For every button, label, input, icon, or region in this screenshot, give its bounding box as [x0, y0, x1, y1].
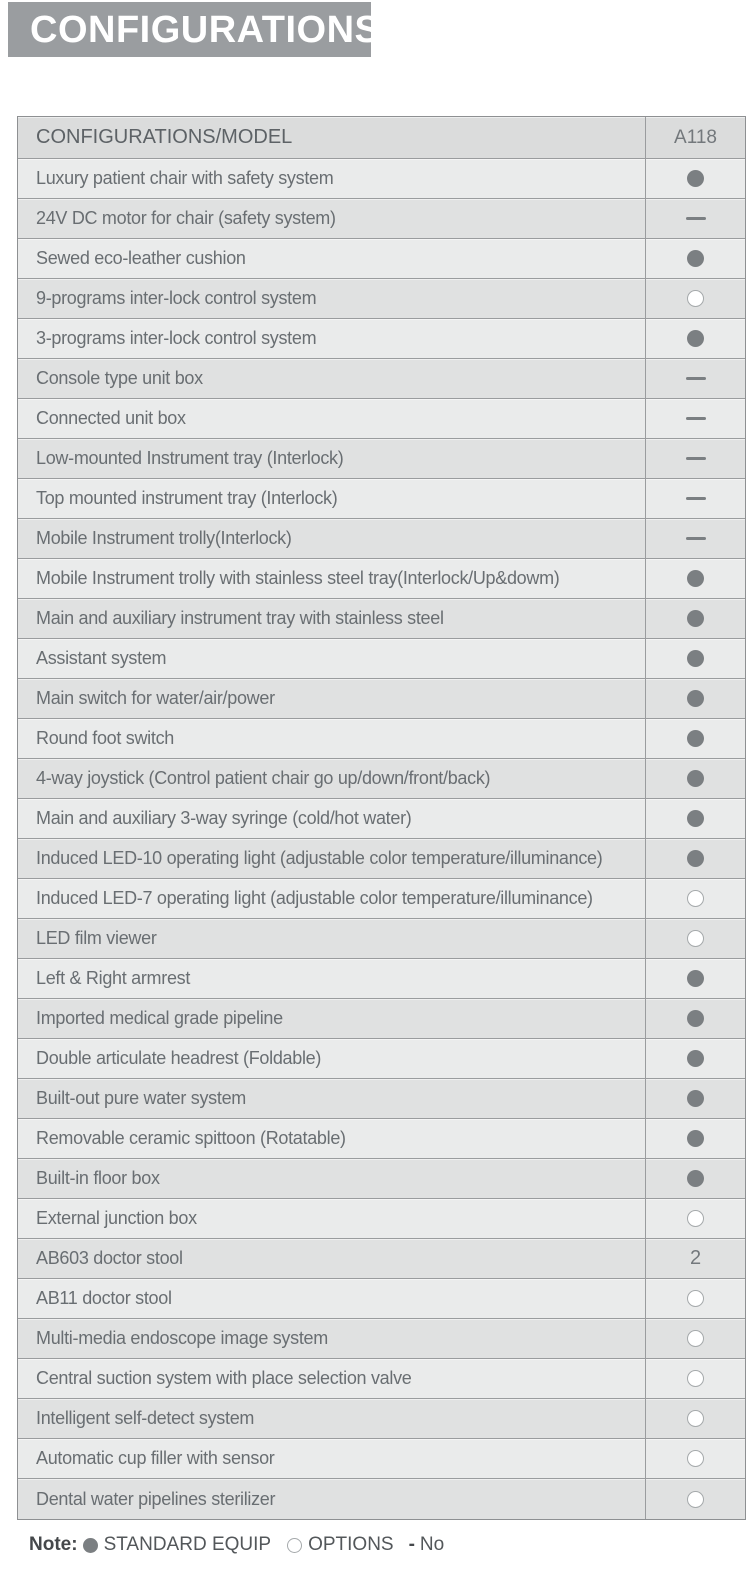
standard-equip-icon	[687, 770, 704, 787]
status-cell	[645, 799, 745, 838]
config-label: External junction box	[36, 1208, 197, 1228]
config-label: LED film viewer	[36, 928, 157, 948]
table-row	[18, 1279, 745, 1319]
no-dash-icon	[686, 377, 706, 380]
status-cell	[645, 759, 745, 798]
no-dash-icon: -	[408, 1534, 415, 1555]
no-dash-icon	[686, 417, 706, 420]
status-cell	[645, 159, 745, 198]
option-icon	[687, 930, 704, 947]
table-row	[18, 639, 745, 679]
config-label: Double articulate headrest (Foldable)	[36, 1048, 322, 1068]
status-cell	[645, 359, 745, 398]
table-row	[18, 239, 745, 279]
status-cell	[645, 919, 745, 958]
status-cell	[645, 279, 745, 318]
option-icon	[687, 1290, 704, 1307]
config-label: Sewed eco-leather cushion	[36, 248, 246, 268]
quantity-value: 2	[689, 1247, 702, 1269]
status-cell	[645, 959, 745, 998]
config-label: 9-programs inter-lock control system	[36, 288, 317, 308]
standard-equip-icon	[687, 1090, 704, 1107]
status-cell	[645, 1159, 745, 1198]
status-cell	[645, 1399, 745, 1438]
table-row	[18, 1079, 745, 1119]
option-icon	[687, 1210, 704, 1227]
config-label: Intelligent self-detect system	[36, 1408, 255, 1428]
standard-equip-icon	[687, 1170, 704, 1187]
table-row	[18, 1119, 745, 1159]
config-label: Dental water pipelines sterilizer	[36, 1488, 276, 1509]
note-label: Note:	[29, 1534, 78, 1555]
standard-equip-icon	[687, 810, 704, 827]
status-cell	[645, 679, 745, 718]
status-cell	[645, 439, 745, 478]
config-label: Main and auxiliary instrument tray with stainless steel	[36, 608, 444, 628]
status-cell	[645, 599, 745, 638]
no-label: No	[419, 1534, 445, 1555]
status-cell	[645, 1079, 745, 1118]
standard-equip-icon	[687, 570, 704, 587]
option-icon	[687, 1491, 704, 1508]
config-label: Low-mounted Instrument tray (Interlock)	[36, 448, 344, 468]
table-row	[18, 359, 745, 399]
no-dash-icon	[686, 497, 706, 500]
config-label: Main switch for water/air/power	[36, 688, 275, 708]
table-row	[18, 1039, 745, 1079]
model-name-header: A118	[645, 117, 745, 158]
standard-equip-icon	[687, 1130, 704, 1147]
config-label: Mobile Instrument trolly(Interlock)	[36, 528, 292, 548]
config-label: Automatic cup filler with sensor	[36, 1448, 275, 1468]
status-cell	[645, 479, 745, 518]
standard-equip-icon	[687, 610, 704, 627]
no-dash-icon	[686, 217, 706, 220]
model-column-header: CONFIGURATIONS/MODEL	[36, 126, 293, 148]
legend-note	[29, 1531, 444, 1559]
table-row	[18, 1239, 745, 1279]
standard-equip-icon	[687, 250, 704, 267]
status-cell	[645, 519, 745, 558]
config-label: Removable ceramic spittoon (Rotatable)	[36, 1128, 346, 1148]
config-label: Connected unit box	[36, 408, 186, 428]
status-cell	[645, 1319, 745, 1358]
config-label: 3-programs inter-lock control system	[36, 328, 317, 348]
status-cell	[645, 399, 745, 438]
standard-equip-icon	[687, 850, 704, 867]
config-label: Imported medical grade pipeline	[36, 1008, 283, 1028]
status-cell	[645, 239, 745, 278]
status-cell	[645, 1439, 745, 1478]
table-row	[18, 879, 745, 919]
table-row	[18, 1319, 745, 1359]
option-icon	[687, 890, 704, 907]
config-label: 4-way joystick (Control patient chair go up/down/front/back)	[36, 768, 491, 788]
status-cell	[645, 1359, 745, 1398]
table-row	[18, 439, 745, 479]
table-row	[18, 199, 745, 239]
table-row	[18, 1439, 745, 1479]
table-row	[18, 839, 745, 879]
config-label: Round foot switch	[36, 728, 174, 748]
status-cell	[645, 1119, 745, 1158]
option-icon	[687, 1370, 704, 1387]
status-cell	[645, 319, 745, 358]
table-row	[18, 1159, 745, 1199]
config-label: Top mounted instrument tray (Interlock)	[36, 488, 338, 508]
options-icon	[287, 1538, 302, 1553]
status-cell	[645, 1239, 745, 1278]
config-label: AB11 doctor stool	[36, 1288, 172, 1308]
table-body	[18, 159, 745, 1519]
status-cell	[645, 1199, 745, 1238]
standard-equip-icon	[687, 970, 704, 987]
table-row	[18, 959, 745, 999]
status-cell	[645, 559, 745, 598]
config-label: 24V DC motor for chair (safety system)	[36, 208, 336, 228]
standard-equip-label: STANDARD EQUIP	[103, 1534, 272, 1555]
status-cell	[645, 719, 745, 758]
option-icon	[687, 1450, 704, 1467]
table-row	[18, 1399, 745, 1439]
option-icon	[687, 290, 704, 307]
standard-equip-icon	[687, 1010, 704, 1027]
table-row	[18, 559, 745, 599]
table-row	[18, 799, 745, 839]
config-label: Built-in floor box	[36, 1168, 160, 1188]
config-label: Console type unit box	[36, 368, 203, 388]
status-cell	[645, 1279, 745, 1318]
option-icon	[687, 1410, 704, 1427]
table-row	[18, 919, 745, 959]
table-row	[18, 319, 745, 359]
no-dash-icon	[686, 457, 706, 460]
status-cell	[645, 879, 745, 918]
status-cell	[645, 1039, 745, 1078]
table-row	[18, 479, 745, 519]
standard-equip-icon	[687, 170, 704, 187]
configurations-table	[17, 116, 746, 1520]
no-dash-icon	[686, 537, 706, 540]
table-row	[18, 279, 745, 319]
config-label: Mobile Instrument trolly with stainless steel tray(Interlock/Up&dowm)	[36, 568, 560, 588]
table-row	[18, 1359, 745, 1399]
table-row	[18, 399, 745, 439]
config-label: Multi-media endoscope image system	[36, 1328, 328, 1348]
config-label: Main and auxiliary 3-way syringe (cold/hot water)	[36, 808, 412, 828]
table-row	[18, 719, 745, 759]
page-title-banner	[8, 2, 381, 57]
standard-equip-icon	[687, 330, 704, 347]
table-row	[18, 759, 745, 799]
config-label: Built-out pure water system	[36, 1088, 246, 1108]
status-cell	[645, 1479, 745, 1519]
table-row	[18, 519, 745, 559]
status-cell	[645, 639, 745, 678]
standard-equip-icon	[687, 650, 704, 667]
config-label: Luxury patient chair with safety system	[36, 168, 334, 188]
page-title: CONFIGURATIONS	[30, 8, 381, 51]
config-label: Induced LED-10 operating light (adjustable color temperature/illuminance)	[36, 848, 603, 868]
table-row	[18, 1199, 745, 1239]
standard-equip-icon	[687, 690, 704, 707]
table-header-row	[18, 117, 745, 159]
table-row	[18, 1479, 745, 1519]
options-label: OPTIONS	[308, 1534, 394, 1555]
config-label: Central suction system with place selection valve	[36, 1368, 412, 1388]
standard-equip-icon	[83, 1538, 98, 1553]
config-label: Induced LED-7 operating light (adjustable color temperature/illuminance)	[36, 888, 593, 908]
option-icon	[687, 1330, 704, 1347]
standard-equip-icon	[687, 1050, 704, 1067]
table-row	[18, 159, 745, 199]
table-row	[18, 999, 745, 1039]
config-label: AB603 doctor stool	[36, 1248, 183, 1268]
table-row	[18, 679, 745, 719]
status-cell	[645, 839, 745, 878]
table-row	[18, 599, 745, 639]
standard-equip-icon	[687, 730, 704, 747]
status-cell	[645, 199, 745, 238]
status-cell	[645, 999, 745, 1038]
config-label: Left & Right armrest	[36, 968, 191, 988]
config-label: Assistant system	[36, 648, 167, 668]
